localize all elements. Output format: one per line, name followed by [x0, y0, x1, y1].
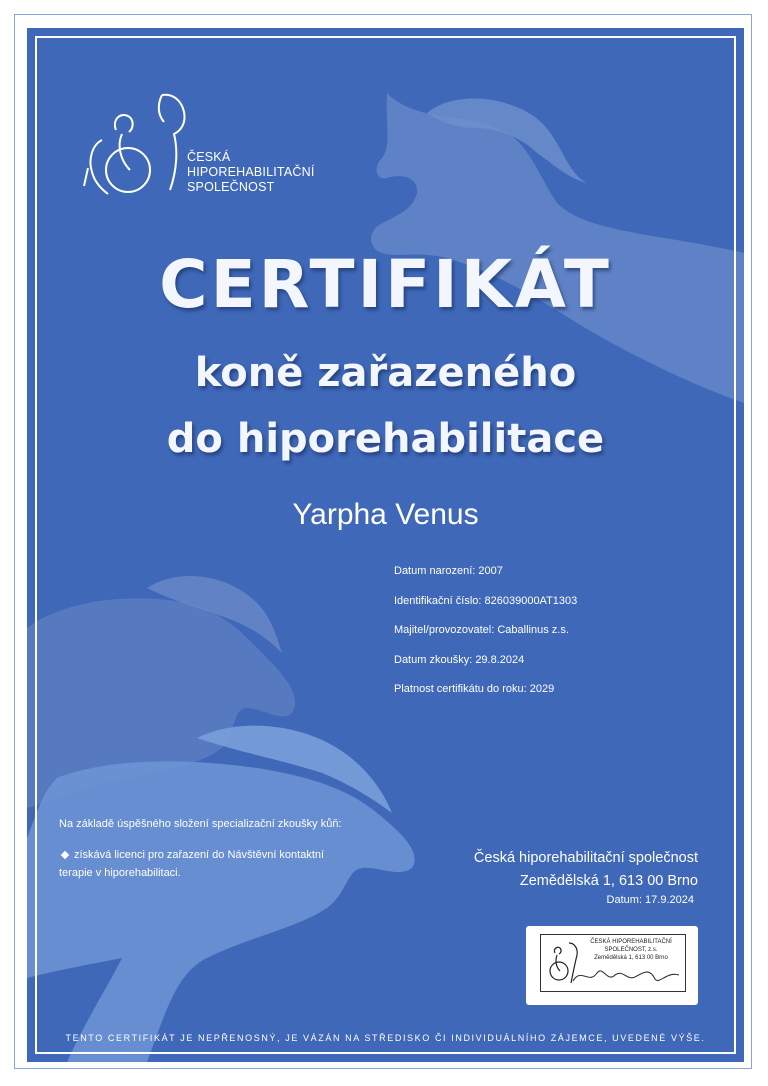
- detail-row-validity: [394, 683, 577, 713]
- detail-label: Datum zkoušky:: [394, 653, 473, 666]
- detail-value: 2029: [529, 683, 555, 695]
- detail-value: Caballinus z.s.: [497, 624, 569, 636]
- certificate-subtitle-2: do hiporehabilitace: [166, 416, 605, 462]
- stamp-line-3: Zemědělská 1, 613 00 Brno: [594, 955, 668, 961]
- diamond-bullet-icon: [61, 850, 69, 858]
- signature-icon: [571, 963, 681, 989]
- certificate-subtitle-1: koně zařazeného: [194, 350, 577, 396]
- logo-line-3: SPOLEČNOST: [187, 180, 275, 194]
- logo-line-1: ČESKÁ: [187, 150, 231, 164]
- horse-rider-icon: [82, 90, 192, 200]
- stamp-box: [526, 926, 698, 1005]
- stamp-line-2: SPOLEČNOST, z.s.: [604, 947, 658, 953]
- detail-label: Datum narození:: [394, 565, 476, 577]
- detail-label: Identifikační číslo:: [394, 594, 482, 607]
- issuer-block: [474, 847, 698, 893]
- detail-value: 826039000AT1303: [484, 594, 578, 607]
- horse-bottom-icon: [27, 718, 427, 1062]
- issuer-address: Zemědělská 1, 613 00 Brno: [519, 873, 698, 889]
- detail-value: 29.8.2024: [475, 653, 525, 666]
- horse-details: [394, 565, 577, 713]
- detail-row-id: [394, 595, 577, 625]
- detail-row-exam-date: [394, 654, 577, 684]
- certificate-panel: [27, 28, 744, 1062]
- detail-row-birth: [394, 565, 577, 595]
- license-bullet: [59, 846, 359, 882]
- logo-text: [187, 150, 315, 195]
- stamp-line-1: ČESKÁ HIPOREHABILITAČNÍ: [590, 939, 672, 945]
- certificate-title: CERTIFIKÁT: [159, 246, 612, 323]
- footer-note: TENTO CERTIFIKÁT JE NEPŘENOSNÝ, JE VÁZÁN NA STŘEDISKO ČI INDIVIDUÁLNÍHO ZÁJEMCE, UVEDENÉ VÝŠE.: [65, 1033, 706, 1043]
- license-text: získává licenci pro zařazení do Návštěvní kontaktní terapie v hiporehabilitaci.: [59, 849, 325, 879]
- official-stamp: [540, 934, 686, 992]
- detail-value: 2007: [478, 565, 503, 577]
- basis-text: Na základě úspěšného složení specializační zkoušky kůň:: [59, 818, 342, 830]
- logo-line-2: HIPOREHABILITAČNÍ: [187, 165, 315, 179]
- horse-name: Yarpha Venus: [292, 498, 479, 531]
- detail-label: Platnost certifikátu do roku:: [394, 683, 527, 695]
- issue-date: Datum: 17.9.2024: [606, 894, 694, 906]
- issuer-name: Česká hiporehabilitační společnost: [473, 850, 698, 866]
- detail-row-owner: [394, 624, 577, 654]
- detail-label: Majitel/provozovatel:: [394, 624, 495, 636]
